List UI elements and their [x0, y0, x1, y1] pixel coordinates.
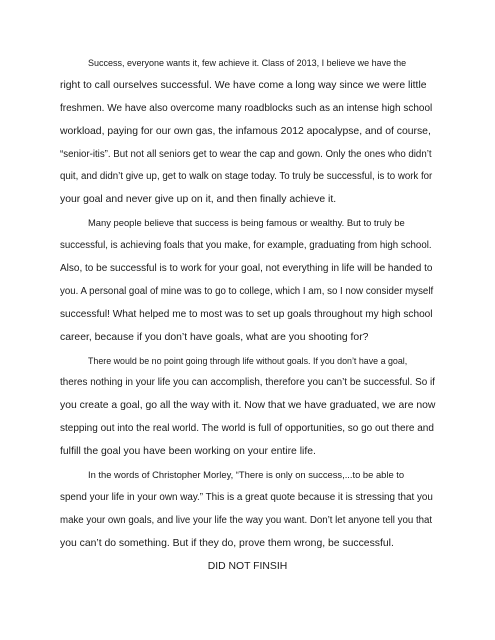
- text-line: Also, to be successful is to work for your goal, not everything in life will be handed to: [60, 263, 433, 275]
- text-line: you. A personal goal of mine was to go to college, which I am, so I now consider myself: [60, 285, 434, 297]
- text-line: “senior-itis”. But not all seniors get to wear the cap and gown. Only the ones who didn’t: [60, 148, 432, 160]
- text-line: successful! What helped me to most was to set up goals throughout my high school: [60, 308, 433, 320]
- text-line: quit, and didn’t give up, get to walk on stage today. To truly be successful, is to work for: [60, 171, 433, 183]
- text-line: career, because if you don’t have goals, what are you shooting for?: [60, 331, 369, 343]
- text-line: There would be no point going through life without goals. If you don’t have a goal,: [88, 355, 408, 366]
- text-line: Success, everyone wants it, few achieve it. Class of 2013, I believe we have the: [88, 58, 407, 68]
- text-line: workload, paying for our own gas, the infamous 2012 apocalypse, and of course,: [60, 125, 431, 137]
- closing-note: DID NOT FINSIH: [207, 560, 288, 572]
- text-line: successful, is achieving foals that you make, for example, graduating from high school.: [60, 240, 432, 252]
- text-line: Many people believe that success is being famous or wealthy. But to truly be: [88, 217, 405, 229]
- text-line: fulfill the goal you have been working on your entire life.: [60, 446, 316, 458]
- text-line: In the words of Christopher Morley, “There is only on success,...to be able to: [88, 469, 405, 481]
- text-line: you create a goal, go all the way with it. Now that we have graduated, we are now: [60, 400, 436, 412]
- text-line: theres nothing in your life you can accomplish, therefore you can’t be successful. So if: [60, 377, 435, 389]
- text-line: your goal and never give up on it, and then finally achieve it.: [60, 194, 337, 206]
- essay-body: [60, 52, 435, 578]
- text-line: spend your life in your own way.” This is a great quote because it is stressing that you: [60, 491, 433, 503]
- paragraph-1: [60, 52, 435, 212]
- paragraph-3: [60, 350, 435, 464]
- text-line: freshmen. We have also overcome many roadblocks such as an intense high school: [60, 102, 433, 114]
- paragraph-2: [60, 212, 435, 349]
- paragraph-4: [60, 464, 435, 556]
- text-line: you can’t do something. But if they do, prove them wrong, be successful.: [60, 537, 394, 549]
- text-line: stepping out into the real world. The world is full of opportunities, so go out there and: [60, 423, 434, 435]
- text-line: make your own goals, and live your life the way you want. Don’t let anyone tell you that: [60, 514, 433, 526]
- text-line: right to call ourselves successful. We have come a long way since we were little: [60, 79, 427, 91]
